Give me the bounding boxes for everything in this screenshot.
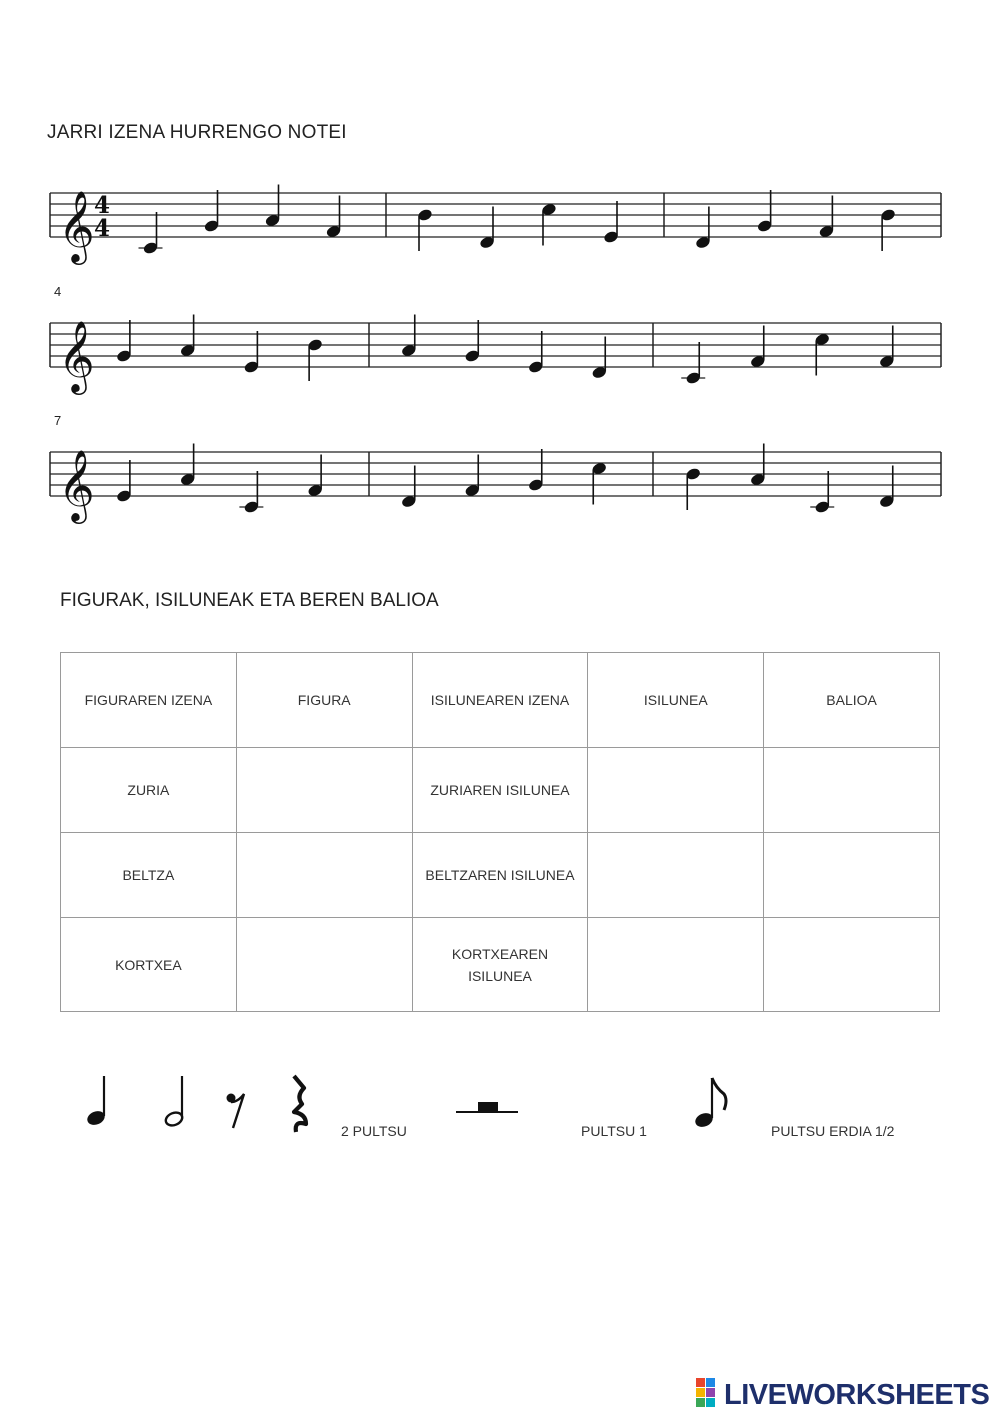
note-C4[interactable] — [810, 471, 834, 514]
note-C4[interactable] — [681, 342, 705, 385]
note-A4[interactable] — [179, 315, 195, 358]
logo-text: LIVEWORKSHEETS — [724, 1379, 990, 1411]
rest-name-cell: KORTXEAREN ISILUNEA — [412, 918, 588, 1012]
note-F4[interactable] — [325, 196, 341, 239]
rest-drop-cell[interactable] — [588, 748, 764, 833]
figure-drop-cell[interactable] — [236, 748, 412, 833]
figure-name-cell: ZURIA — [61, 748, 237, 833]
note-C5[interactable] — [541, 202, 557, 245]
exercise-title: JARRI IZENA HURRENGO NOTEI — [47, 122, 347, 143]
note-B4[interactable] — [685, 467, 701, 510]
legend-label[interactable]: 2 PULTSU — [341, 1123, 407, 1139]
eighth-note-icon[interactable] — [690, 1072, 730, 1134]
value-drop-cell[interactable] — [764, 833, 940, 918]
note-D4[interactable] — [401, 466, 417, 509]
figure-name-cell: BELTZA — [61, 833, 237, 918]
note-E4[interactable] — [243, 331, 259, 374]
note-C5[interactable] — [814, 332, 830, 375]
note-D4[interactable] — [591, 337, 607, 380]
treble-clef-icon: 𝄞 — [58, 448, 95, 521]
note-A4[interactable] — [750, 444, 766, 487]
note-C5[interactable] — [591, 461, 607, 504]
quarter-note-icon[interactable] — [80, 1068, 120, 1134]
note-G4[interactable] — [116, 320, 132, 363]
time-signature-top: 4 — [94, 192, 111, 219]
table-header-row — [61, 653, 940, 748]
legend-label[interactable]: PULTSU 1 — [581, 1123, 647, 1139]
rest-drop-cell[interactable] — [588, 833, 764, 918]
note-A4[interactable] — [264, 185, 280, 228]
table-row — [61, 748, 940, 833]
header-cell: FIGURAREN IZENA — [61, 653, 237, 748]
note-D4[interactable] — [695, 207, 711, 250]
note-A4[interactable] — [401, 315, 417, 358]
note-F4[interactable] — [464, 455, 480, 498]
value-drop-cell[interactable] — [764, 918, 940, 1012]
treble-clef-icon: 𝄞 — [58, 189, 95, 262]
note-E4[interactable] — [528, 331, 544, 374]
table-row — [61, 918, 940, 1012]
figure-drop-cell[interactable] — [236, 918, 412, 1012]
value-drop-cell[interactable] — [764, 748, 940, 833]
legend-label[interactable]: PULTSU ERDIA 1/2 — [771, 1123, 895, 1139]
note-D4[interactable] — [879, 466, 895, 509]
note-G4[interactable] — [464, 320, 480, 363]
treble-clef-icon: 𝄞 — [58, 319, 95, 392]
note-D4[interactable] — [479, 207, 495, 250]
note-F4[interactable] — [879, 326, 895, 369]
note-G4[interactable] — [528, 449, 544, 492]
rest-drop-cell[interactable] — [588, 918, 764, 1012]
quarter-rest-icon[interactable] — [282, 1074, 316, 1134]
note-B4[interactable] — [880, 208, 896, 251]
half-rest-icon[interactable] — [454, 1098, 520, 1118]
time-signature-bottom: 4 — [94, 215, 111, 242]
eighth-rest-icon[interactable] — [222, 1088, 252, 1134]
note-C4[interactable] — [239, 471, 263, 514]
note-B4[interactable] — [417, 208, 433, 251]
brand-logo — [696, 1378, 989, 1412]
note-E4[interactable] — [116, 460, 132, 503]
figure-name-cell: KORTXEA — [61, 918, 237, 1012]
note-E4[interactable] — [603, 201, 619, 244]
note-B4[interactable] — [307, 338, 323, 381]
note-G4[interactable] — [203, 190, 219, 233]
rest-name-cell: ZURIAREN ISILUNEA — [412, 748, 588, 833]
figure-drop-cell[interactable] — [236, 833, 412, 918]
note-F4[interactable] — [307, 455, 323, 498]
section-title: FIGURAK, ISILUNEAK ETA BEREN BALIOA — [60, 590, 439, 611]
measure-number: 4 — [54, 284, 62, 299]
measure-number: 7 — [54, 413, 62, 428]
half-note-icon[interactable] — [156, 1068, 196, 1134]
figures-table — [60, 652, 940, 1012]
note-G4[interactable] — [756, 190, 772, 233]
header-cell: BALIOA — [764, 653, 940, 748]
liveworksheets-logo-icon — [696, 1378, 722, 1408]
note-A4[interactable] — [179, 444, 195, 487]
music-staves — [0, 0, 1000, 560]
note-C4[interactable] — [139, 212, 163, 255]
header-cell: FIGURA — [236, 653, 412, 748]
header-cell: ISILUNEA — [588, 653, 764, 748]
note-F4[interactable] — [750, 326, 766, 369]
rest-name-cell: BELTZAREN ISILUNEA — [412, 833, 588, 918]
table-row — [61, 833, 940, 918]
note-F4[interactable] — [818, 196, 834, 239]
header-cell: ISILUNEAREN IZENA — [412, 653, 588, 748]
